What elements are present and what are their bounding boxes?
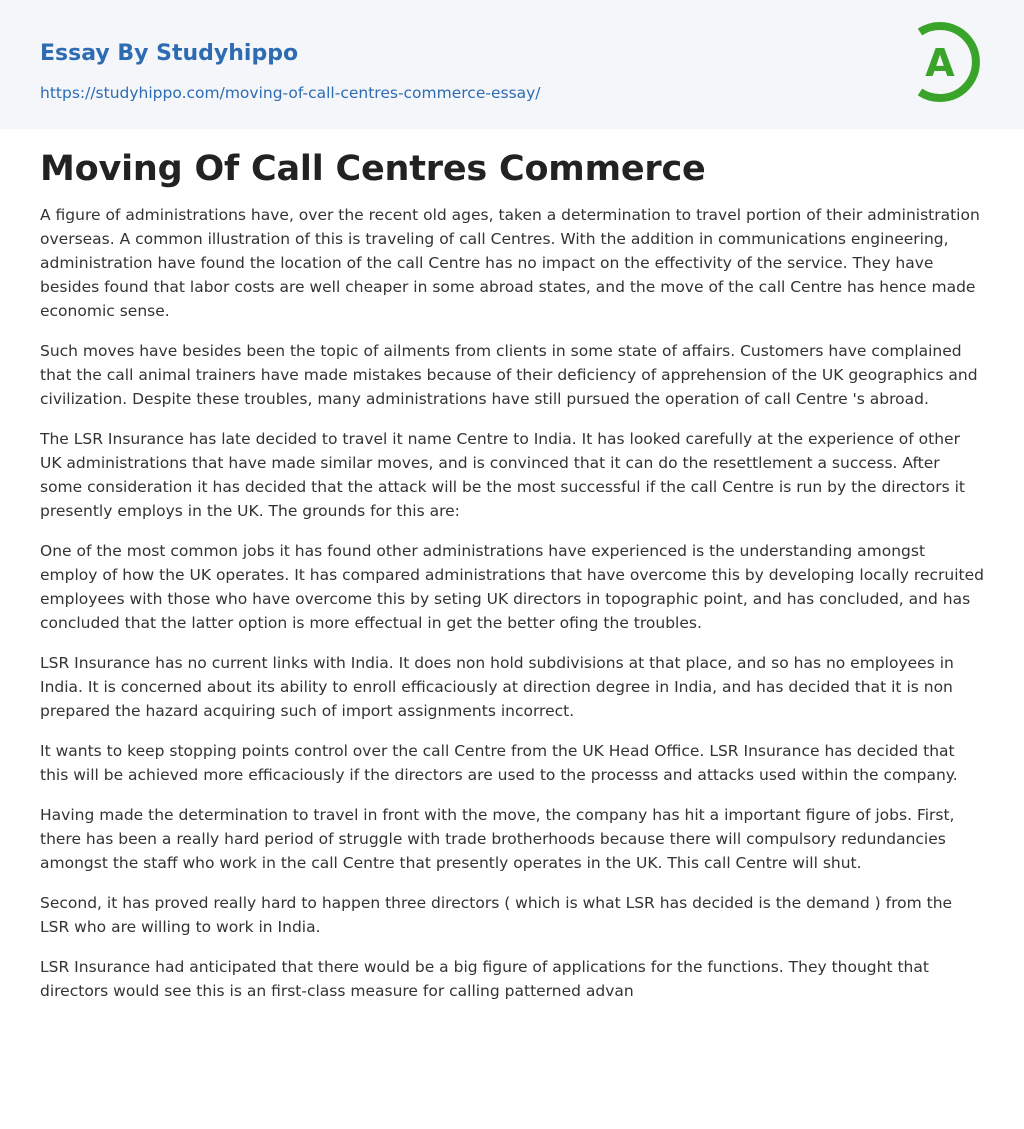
logo-letter: A bbox=[925, 41, 955, 85]
paragraph: LSR Insurance had anticipated that there would be a big figure of applications for the functions. They thought that directors would see this is an first-class measure for calling patterned advan bbox=[40, 958, 929, 1000]
paragraph: Second, it has proved really hard to happen three directors ( which is what LSR has decided is the demand ) from the LSR who are willing to work in India. bbox=[40, 894, 953, 936]
paragraph: Having made the determination to travel in front with the move, the company has hit a important figure of jobs. First, there has been a really hard period of struggle with trade brotherhoods because there will compulsory redundancies amongst the staff who work in the call Centre that presently operates in the UK. This call Centre will shut. bbox=[40, 806, 955, 872]
site-header bbox=[0, 0, 1024, 129]
paragraph: One of the most common jobs it has found other administrations have experienced is the understanding amongst employ of how the UK operates. It has compared administrations that have overcome this by developing locally recruited employees with those who have overcome this by seting UK directors in topographic point, and has concluded, and has concluded that the latter option is more effectual in get the better ofing the troubles. bbox=[40, 542, 984, 632]
paragraph: Such moves have besides been the topic of ailments from clients in some state of affairs. Customers have complained that the call animal trainers have made mistakes because of their deficiency of apprehension of the UK geographics and civilization. Despite these troubles, many administrations have still pursued the operation of call Centre 's abroad. bbox=[40, 342, 978, 408]
paragraph: The LSR Insurance has late decided to travel it name Centre to India. It has looked carefully at the experience of other UK administrations that have made similar moves, and is convinced that it can do the resettlement a success. After some consideration it has decided that the attack will be the most successful if the call Centre is run by the directors it presently employs in the UK. The grounds for this are: bbox=[40, 430, 965, 520]
article-body bbox=[40, 203, 984, 1003]
paragraph: LSR Insurance has no current links with India. It does non hold subdivisions at that place, and so has no employees in India. It is concerned about its ability to enroll efficaciously at direction degree in India, and has decided that it is non prepared the hazard acquiring such of import assignments incorrect. bbox=[40, 654, 954, 720]
paragraph: It wants to keep stopping points control over the call Centre from the UK Head Office. LSR Insurance has decided that this will be achieved more efficaciously if the directors are used to the processs and attacks used within the company. bbox=[40, 742, 958, 784]
article bbox=[0, 129, 1024, 1003]
paragraph: A figure of administrations have, over the recent old ages, taken a determination to travel portion of their administration overseas. A common illustration of this is traveling of call Centres. With the addition in communications engineering, administration have found the location of the call Centre has no impact on the effectivity of the service. They have besides found that labor costs are well cheaper in some abroad states, and the move of the call Centre has hence made economic sense. bbox=[40, 206, 980, 320]
essay-url-link[interactable]: https://studyhippo.com/moving-of-call-centres-commerce-essay/ bbox=[40, 84, 541, 102]
article-title: Moving Of Call Centres Commerce bbox=[40, 149, 706, 189]
site-brand[interactable]: Essay By Studyhippo bbox=[40, 41, 299, 66]
studyhippo-logo-icon[interactable] bbox=[908, 16, 992, 108]
